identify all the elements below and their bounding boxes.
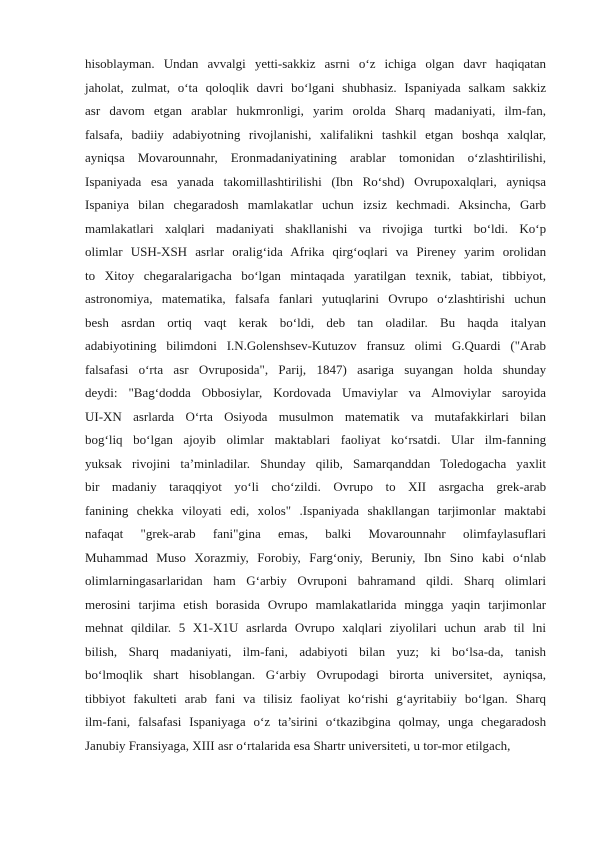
text-line: fanining chekka viloyati edi, xolos" .Ispaniyada shakllangan tarjimonlar maktabi <box>85 502 547 518</box>
document-page <box>85 52 546 757</box>
text-line: asr davom etgan arablar hukmronligi, yarim orolda Sharq madaniyati, ilm-fan, <box>85 103 547 119</box>
text-line: mehnat qildilar. 5 X1-X1U asrlarda Ovrupo xalqlari ziyolilari uchun arab til lni <box>85 620 546 636</box>
text-line: jaholat, zulmat, o‘ta qoloqlik davri bo‘lgani shubhasiz. Ispaniyada salkam sakkiz <box>85 79 547 95</box>
text-line: bir madaniy taraqqiyot yo‘li cho‘zildi. Ovrupo to XII asrgacha grek-arab <box>85 479 547 495</box>
text-line: Muhammad Muso Xorazmiy, Forobiy, Farg‘oniy, Beruniy, Ibn Sino kabi o‘nlab <box>85 549 547 565</box>
text-line: nafaqat "grek-arab fani"gina emas, balki Movarounnahr olimfaylasuflari <box>85 526 547 542</box>
text-line: bilish, Sharq madaniyati, ilm-fani, adabiyoti bilan yuz; ki bo‘lsa-da, tanish <box>85 643 547 659</box>
text-line: Janubiy Fransiyaga, XIII asr o‘rtalarida esa Shartr universiteti, u tor-mor etilgach, <box>85 737 511 753</box>
text-line: deydi: "Bag‘dodda Obbosiylar, Kordovada Umaviylar va Almoviylar saroyida <box>85 385 547 401</box>
text-line: astronomiya, matematika, falsafa fanlari yutuqlarini Ovrupo o‘zlashtirishi uchun <box>85 291 547 307</box>
text-line: falsafasi o‘rta asr Ovruposida", Parij, 1847) asariga suyangan holda shunday <box>85 361 547 377</box>
text-line: besh asrdan ortiq vaqt kerak bo‘ldi, deb tan oladilar. Bu haqda italyan <box>85 314 547 330</box>
text-line: falsafa, badiiy adabiyotning rivojlanishi, xalifalikni tashkil etgan boshqa xalqlar, <box>85 126 547 142</box>
text-line: mamlakatlari xalqlari madaniyati shakllanishi va rivojiga turtki bo‘ldi. Ko‘p <box>85 220 547 236</box>
text-line: adabiyotining bilimdoni I.N.Golenshsev-Kutuzov fransuz olimi G.Quardi ("Arab <box>85 338 547 354</box>
text-line: Ispaniya bilan chegaradosh mamlakatlar uchun izsiz kechmadi. Aksincha, Garb <box>85 197 547 213</box>
text-line: tibbiyot fakulteti arab fani va tilisiz faoliyat ko‘rishi g‘ayritabiiy bo‘lgan. Sharq <box>85 690 547 706</box>
text-line: UI-XN asrlarda O‘rta Osiyoda musulmon matematik va mutafakkirlari bilan <box>85 408 547 424</box>
text-line: Ispaniyada esa yanada takomillashtirilishi (Ibn Ro‘shd) Ovrupoxalqlari, ayniqsa <box>85 173 547 189</box>
text-line: merosini tarjima etish borasida Ovrupo mamlakatlarida mingga yaqin tarjimonlar <box>85 596 547 612</box>
text-line: bo‘lmoqlik shart hisoblangan. G‘arbiy Ovrupodagi birorta universitet, ayniqsa, <box>85 667 547 683</box>
text-line: bog‘liq bo‘lgan ajoyib olimlar maktablari faoliyat ko‘rsatdi. Ular ilm-fanning <box>85 432 547 448</box>
text-line: olimlarningasarlaridan ham G‘arbiy Ovruponi bahramand qildi. Sharq olimlari <box>85 573 546 589</box>
text-line: ilm-fani, falsafasi Ispaniyaga o‘z ta’sirini o‘tkazibgina qolmay, unga chegaradosh <box>85 714 547 730</box>
text-line: hisoblayman. Undan avvalgi yetti-sakkiz asrni o‘z ichiga olgan davr haqiqatan <box>85 56 547 71</box>
text-line: yuksak rivojini ta’minladilar. Shunday qilib, Samarqanddan Toledogacha yaxlit <box>85 455 547 471</box>
text-line: ayniqsa Movarounnahr, Eronmadaniyatining arablar tomonidan o‘zlashtirilishi, <box>85 150 546 166</box>
text-line: to Xitoy chegaralarigacha bo‘lgan mintaqada yaratilgan texnik, tabiat, tibbiyot, <box>85 267 546 283</box>
text-line: olimlar USH-XSH asrlar oralig‘ida Afrika qirg‘oqlari va Pireney yarim orolidan <box>85 244 547 260</box>
